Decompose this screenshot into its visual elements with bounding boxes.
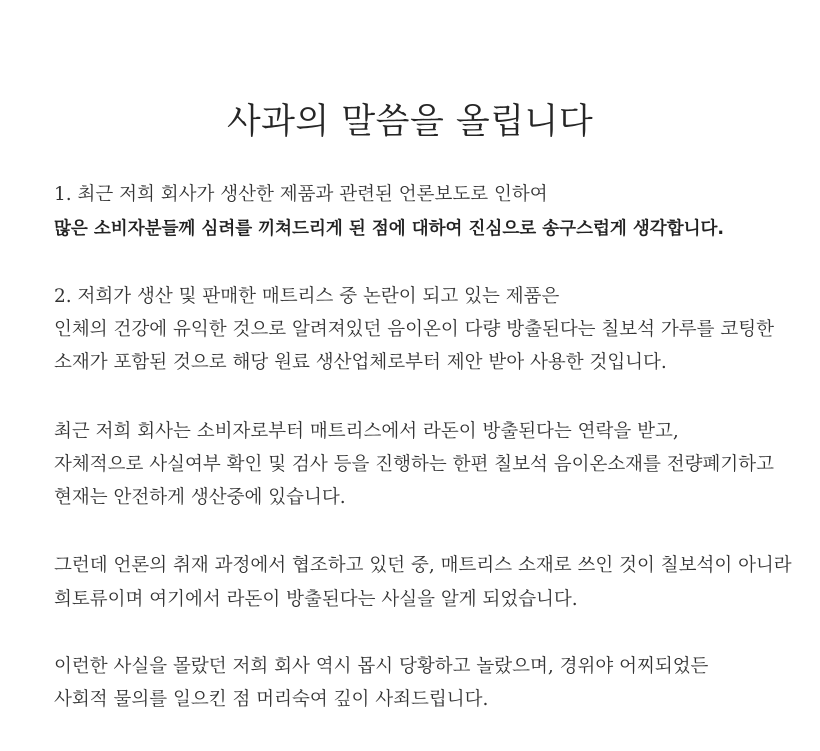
paragraph-3-line-3: 현재는 안전하게 생산중에 있습니다.	[54, 487, 346, 508]
paragraph-2-line-1: 2. 저희가 생산 및 판매한 매트리스 중 논란이 되고 있는 제품은	[54, 286, 560, 307]
paragraph-2-line-3: 소재가 포함된 것으로 해당 원료 생산업체로부터 제안 받아 사용한 것입니다.	[54, 352, 667, 373]
paragraph-2-line-2: 인체의 건강에 유익한 것으로 알려져있던 음이온이 다량 방출된다는 칠보석 가루를 코팅한	[54, 319, 775, 340]
paragraph-4-line-1: 그런데 언론의 취재 과정에서 협조하고 있던 중, 매트리스 소재로 쓰인 것이 칠보석이 아니라	[54, 555, 792, 576]
notice-title: 사과의 말씀을 올립니다	[226, 102, 594, 142]
paragraph-3-line-2: 자체적으로 사실여부 확인 및 검사 등을 진행하는 한편 칠보석 음이온소재를 전량폐기하고	[54, 454, 775, 475]
paragraph-5-line-2: 사회적 물의를 일으킨 점 머리숙여 깊이 사죄드립니다.	[54, 689, 489, 710]
paragraph-1-line-1: 1. 최근 저희 회사가 생산한 제품과 관련된 언론보도로 인하여	[54, 184, 548, 205]
paragraph-5-line-1: 이런한 사실을 몰랐던 저희 회사 역시 몹시 당황하고 놀랐으며, 경위야 어찌되었든	[54, 656, 709, 677]
paragraph-1-bold-line: 많은 소비자분들께 심려를 끼쳐드리게 된 점에 대하여 진심으로 송구스럽게 생각합니다.	[54, 219, 725, 239]
paragraph-3-line-1: 최근 저희 회사는 소비자로부터 매트리스에서 라돈이 방출된다는 연락을 받고,	[54, 421, 679, 442]
paragraph-4-line-2: 희토류이며 여기에서 라돈이 방출된다는 사실을 알게 되었습니다.	[54, 589, 578, 610]
